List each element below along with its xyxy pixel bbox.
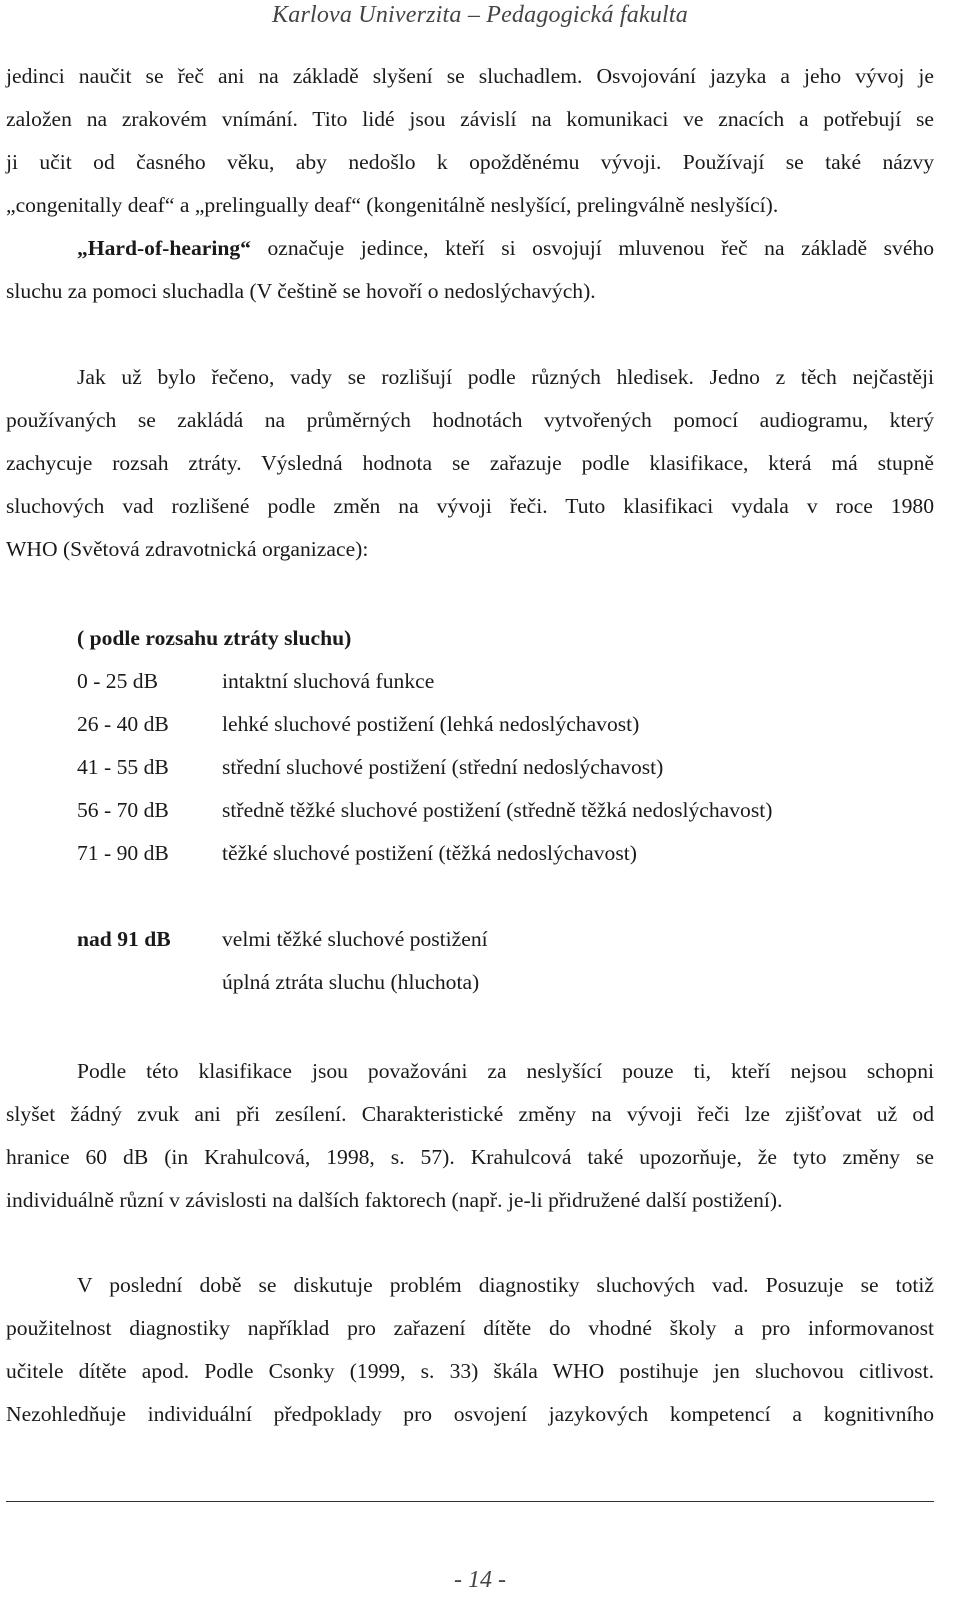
text-line: „congenitally deaf“ a „prelingually deaf“ (kongenitálně neslyšící, prelingválně neslyšící). bbox=[6, 193, 779, 217]
hearing-category: úplná ztráta sluchu (hluchota) bbox=[222, 970, 480, 994]
hearing-category: lehké sluchové postižení (lehká nedoslýchavost) bbox=[222, 712, 640, 736]
classification-table bbox=[77, 624, 937, 997]
paragraph-1 bbox=[6, 62, 934, 220]
hearing-category: střední sluchové postižení (střední nedoslýchavost) bbox=[222, 755, 664, 779]
text-line: sluchu za pomoci sluchadla (V češtině se hovoří o nedoslýchavých). bbox=[6, 279, 596, 303]
text-line: založen na zrakovém vnímání. Tito lidé jsou závislí na komunikaci ve znacích a potřebují se bbox=[6, 107, 934, 131]
text-line: slyšet žádný zvuk ani při zesílení. Charakteristické změny na vývoji řeči lze zjišťovat už od bbox=[6, 1102, 934, 1126]
footer-divider bbox=[6, 1501, 934, 1502]
text-line: V poslední době se diskutuje problém diagnostiky sluchových vad. Posuzuje se totiž bbox=[77, 1273, 934, 1297]
classification-row bbox=[77, 839, 937, 868]
classification-row bbox=[77, 667, 937, 696]
classification-heading: ( podle rozsahu ztráty sluchu) bbox=[77, 626, 352, 650]
db-range: 71 - 90 dB bbox=[77, 841, 169, 865]
hearing-category: středně těžké sluchové postižení (středně těžká nedoslýchavost) bbox=[222, 798, 773, 822]
db-range: 0 - 25 dB bbox=[77, 669, 158, 693]
text-line: Podle této klasifikace jsou považováni za neslyšící pouze ti, kteří nejsou schopni bbox=[77, 1059, 934, 1083]
text-fragment: označuje jedince, kteří si osvojují mluvenou řeč na základě svého bbox=[250, 236, 934, 260]
paragraph-5 bbox=[6, 1271, 934, 1429]
classification-row bbox=[77, 710, 937, 739]
text-line: ji učit od časného věku, aby nedošlo k opožděnému vývoji. Používají se také názvy bbox=[6, 150, 934, 174]
text-line: sluchových vad rozlišené podle změn na vývoji řeči. Tuto klasifikaci vydala v roce 1980 bbox=[6, 494, 934, 518]
paragraph-4 bbox=[6, 1057, 934, 1215]
classification-row bbox=[77, 753, 937, 782]
db-range: 26 - 40 dB bbox=[77, 712, 169, 736]
text-line: použitelnost diagnostiky například pro zařazení dítěte do vhodné školy a pro informovanost bbox=[6, 1316, 934, 1340]
text-line: jedinci naučit se řeč ani na základě slyšení se sluchadlem. Osvojování jazyka a jeho vývoj je bbox=[6, 64, 934, 88]
text-line: používaných se zakládá na průměrných hodnotách vytvořených pomocí audiogramu, který bbox=[6, 408, 934, 432]
classification-row bbox=[77, 796, 937, 825]
db-range: nad 91 dB bbox=[77, 927, 171, 951]
text-line: hranice 60 dB (in Krahulcová, 1998, s. 57). Krahulcová také upozorňuje, že tyto změny se bbox=[6, 1145, 934, 1169]
text-line bbox=[6, 234, 934, 263]
text-line: zachycuje rozsah ztráty. Výsledná hodnota se zařazuje podle klasifikace, která má stupně bbox=[6, 451, 934, 475]
text-line: Jak už bylo řečeno, vady se rozlišují podle různých hledisek. Jedno z těch nejčastěji bbox=[77, 365, 934, 389]
classification-row-extra-2 bbox=[77, 968, 937, 997]
hearing-category: velmi těžké sluchové postižení bbox=[222, 927, 488, 951]
text-line: učitele dítěte apod. Podle Csonky (1999, s. 33) škála WHO postihuje jen sluchovou citlivost. bbox=[6, 1359, 934, 1383]
hearing-category: intaktní sluchová funkce bbox=[222, 669, 435, 693]
text-line: individuálně různí v závislosti na dalších faktorech (např. je-li přidružené další postižení). bbox=[6, 1188, 783, 1212]
term-hard-of-hearing: „Hard-of-hearing“ bbox=[77, 236, 251, 260]
paragraph-3 bbox=[6, 363, 934, 564]
paragraph-2 bbox=[6, 234, 934, 306]
page-header: Karlova Univerzita – Pedagogická fakulta bbox=[272, 2, 688, 28]
classification-row-extra bbox=[77, 925, 937, 954]
text-line: WHO (Světová zdravotnická organizace): bbox=[6, 537, 369, 561]
hearing-category: těžké sluchové postižení (těžká nedoslýchavost) bbox=[222, 841, 637, 865]
db-range: 56 - 70 dB bbox=[77, 798, 169, 822]
page-number: - 14 - bbox=[454, 1567, 506, 1593]
db-range: 41 - 55 dB bbox=[77, 755, 169, 779]
text-line: Nezohledňuje individuální předpoklady pro osvojení jazykových kompetencí a kognitivního bbox=[6, 1402, 934, 1426]
